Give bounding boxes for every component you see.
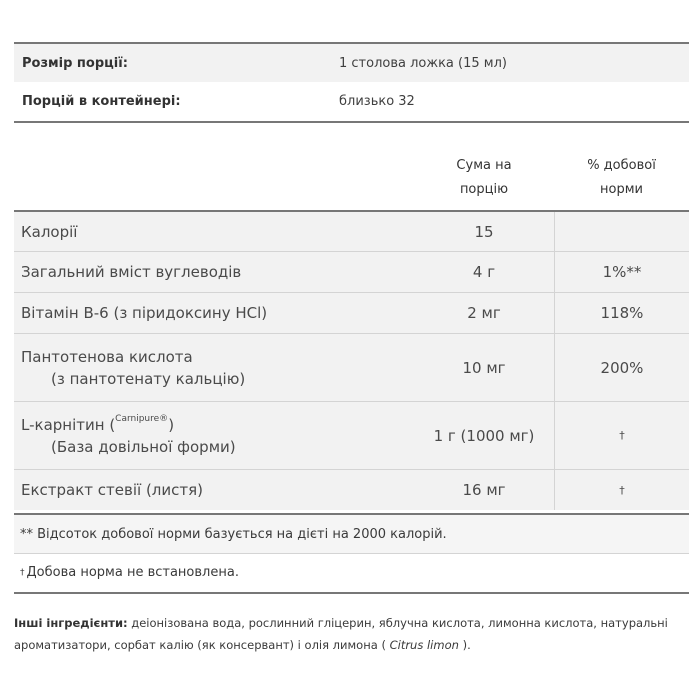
footnotes <box>14 515 689 591</box>
nutrient-name: Пантотенова кислота <box>21 347 193 366</box>
nutrient-name: Вітамін B-6 (з піридоксину HCl) <box>21 304 268 322</box>
serving-size-value: 1 столова ложка (15 мл) <box>339 55 507 71</box>
ingredients-tail: ). <box>458 638 471 652</box>
header-amount-line2: порцію <box>459 182 509 197</box>
header-daily-value <box>554 152 689 210</box>
servings-per-container-value: близько 32 <box>339 93 415 109</box>
notes-bottom-rule <box>14 592 689 594</box>
dv-footnote: ** Відсоток добової норми базується на дієті на 2000 калорій. <box>14 515 689 553</box>
nutrient-amount: 1 г (1000 мг) <box>433 426 535 445</box>
nutrient-name: Екстракт стевії (листя) <box>21 481 204 499</box>
nutrient-dv: † <box>554 470 689 510</box>
nutrient-source: (з пантотенату кальцію) <box>51 369 246 388</box>
table-row <box>14 469 689 510</box>
nutrient-amount: 2 мг <box>467 304 501 322</box>
nutrient-amount: 4 г <box>472 263 496 281</box>
latin-name: Citrus limon <box>389 638 459 652</box>
table-row <box>14 210 689 251</box>
servings-per-container-label: Порцій в контейнері: <box>22 93 181 109</box>
header-dv-line1: % добової <box>587 158 656 173</box>
nutrient-dv: † <box>554 402 689 469</box>
other-ingredients <box>14 612 694 656</box>
nutrient-source: (База довільної форми) <box>51 437 236 456</box>
dagger-footnote-text: Добова норма не встановлена. <box>26 565 239 580</box>
header-amount-line1: Сума на <box>456 158 512 173</box>
ingredients-label: Інші інгредієнти: <box>14 616 128 630</box>
nutrient-name: Калорії <box>21 222 78 241</box>
nutrient-amount: 10 мг <box>462 358 506 377</box>
servings-per-container-row <box>14 82 689 120</box>
dagger-footnote <box>14 553 689 591</box>
nutrient-dv: 118% <box>554 293 689 333</box>
header-amount <box>414 152 554 210</box>
nutrient-amount: 15 <box>474 222 494 241</box>
header-name-col <box>14 152 414 210</box>
nutrient-dv <box>554 212 689 251</box>
table-row <box>14 333 689 401</box>
dagger-symbol: † <box>20 567 25 578</box>
serving-info <box>14 42 689 120</box>
serving-bottom-rule <box>14 121 689 123</box>
serving-size-label: Розмір порції: <box>22 55 128 71</box>
table-row <box>14 292 689 333</box>
header-dv-line2: норми <box>600 182 643 197</box>
table-header <box>14 152 689 210</box>
nutrient-dv: 1%** <box>554 252 689 292</box>
nutrient-amount: 16 мг <box>462 481 506 499</box>
nutrient-name: Загальний вміст вуглеводів <box>21 263 242 281</box>
table-row <box>14 401 689 469</box>
nutrient-name-close: ) <box>168 415 175 434</box>
trademark-superscript: Carnipure® <box>115 413 169 424</box>
nutrient-dv: 200% <box>554 334 689 401</box>
nutrient-name: L-карнітин ( <box>21 415 116 434</box>
table-row <box>14 251 689 292</box>
nutrient-name-line <box>21 413 414 434</box>
nutrition-table <box>14 152 689 510</box>
serving-size-row <box>14 44 689 82</box>
ingredients-text: деіонізована вода, рослинний гліцерин, яблучна кислота, лимонна кислота, натуральні ароматизатори, сорбат калію (як консервант) і олія лимона ( <box>14 616 668 652</box>
